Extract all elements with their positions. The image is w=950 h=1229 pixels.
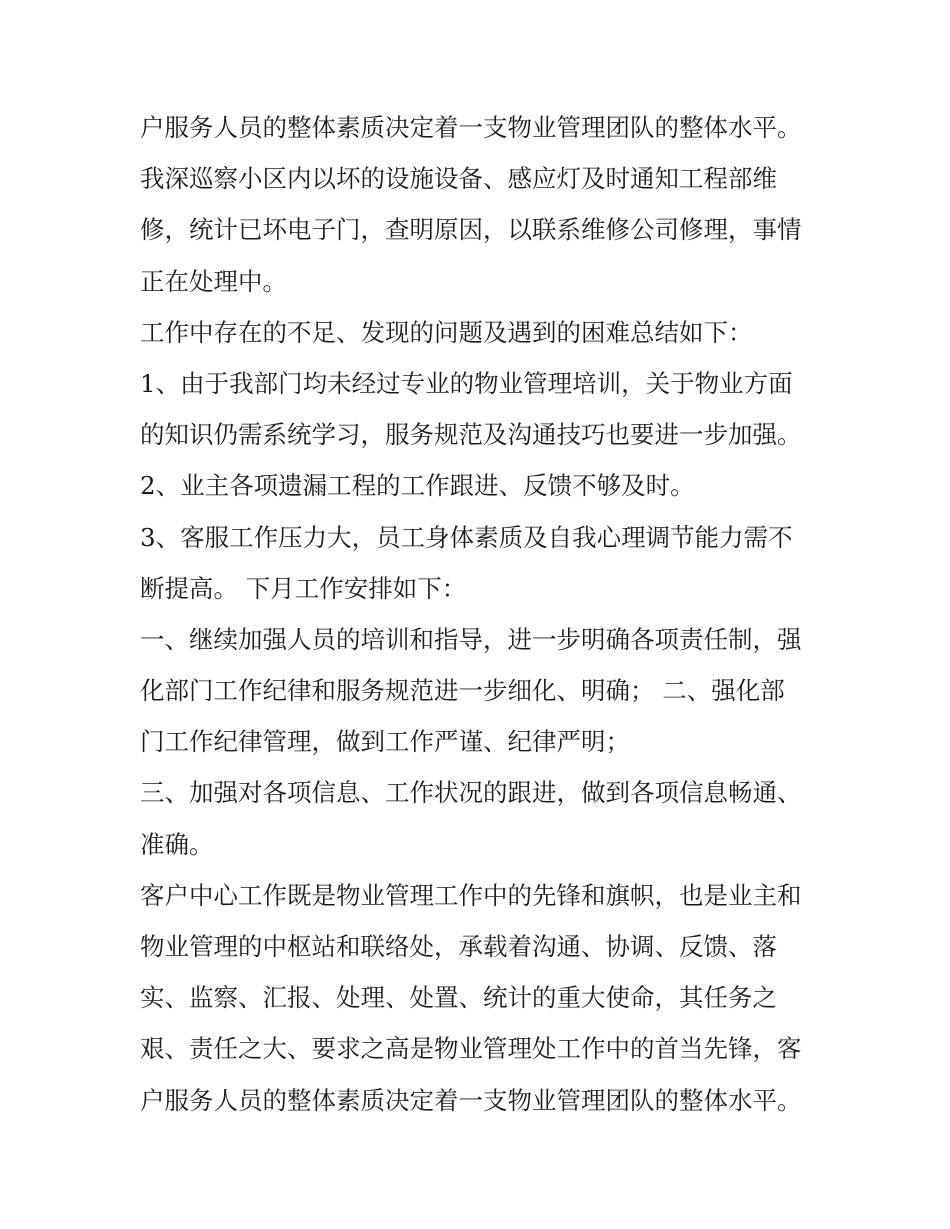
text-line: 艰、责任之大、要求之高是物业管理处工作中的首当先锋，客 [140, 1034, 802, 1064]
text-line: 客户中心工作既是物业管理工作中的先锋和旗帜，也是业主和 [140, 880, 802, 910]
text-line: 我深巡察小区内以坏的设施设备、感应灯及时通知工程部维 [140, 164, 777, 194]
text-line: 门工作纪律管理，做到工作严谨、纪律严明； [140, 727, 630, 757]
text-line: 断提高。 下月工作安排如下： [140, 573, 467, 603]
text-line: 正在处理中。 [140, 266, 287, 296]
text-line: 的知识仍需系统学习，服务规范及沟通技巧也要进一步加强。 [140, 420, 802, 450]
text-line: 一、继续加强人员的培训和指导，进一步明确各项责任制，强 [140, 624, 802, 654]
text-line: 户服务人员的整体素质决定着一支物业管理团队的整体水平。 [140, 1085, 802, 1115]
text-line: 物业管理的中枢站和联络处，承载着沟通、协调、反馈、落 [140, 932, 777, 961]
document-body [140, 102, 830, 1126]
text-line: 三、加强对各项信息、工作状况的跟进，做到各项信息畅通、 [140, 778, 802, 808]
text-line: 2、业主各项遗漏工程的工作跟进、反馈不够及时。 [140, 471, 695, 501]
text-line: 准确。 [140, 829, 214, 859]
text-line: 3、客服工作压力大，员工身体素质及自我心理调节能力需不 [140, 522, 793, 552]
text-line: 户服务人员的整体素质决定着一支物业管理团队的整体水平。 [140, 113, 802, 142]
text-line: 工作中存在的不足、发现的问题及遇到的困难总结如下： [140, 317, 753, 347]
text-line: 实、监察、汇报、处理、处置、统计的重大使命，其任务之 [140, 983, 777, 1013]
text-line: 1、由于我部门均未经过专业的物业管理培训，关于物业方面 [140, 368, 793, 398]
text-line: 修，统计已坏电子门，查明原因，以联系维修公司修理，事情 [140, 215, 802, 245]
text-line: 化部门工作纪律和服务规范进一步细化、明确； 二、强化部 [140, 676, 785, 706]
